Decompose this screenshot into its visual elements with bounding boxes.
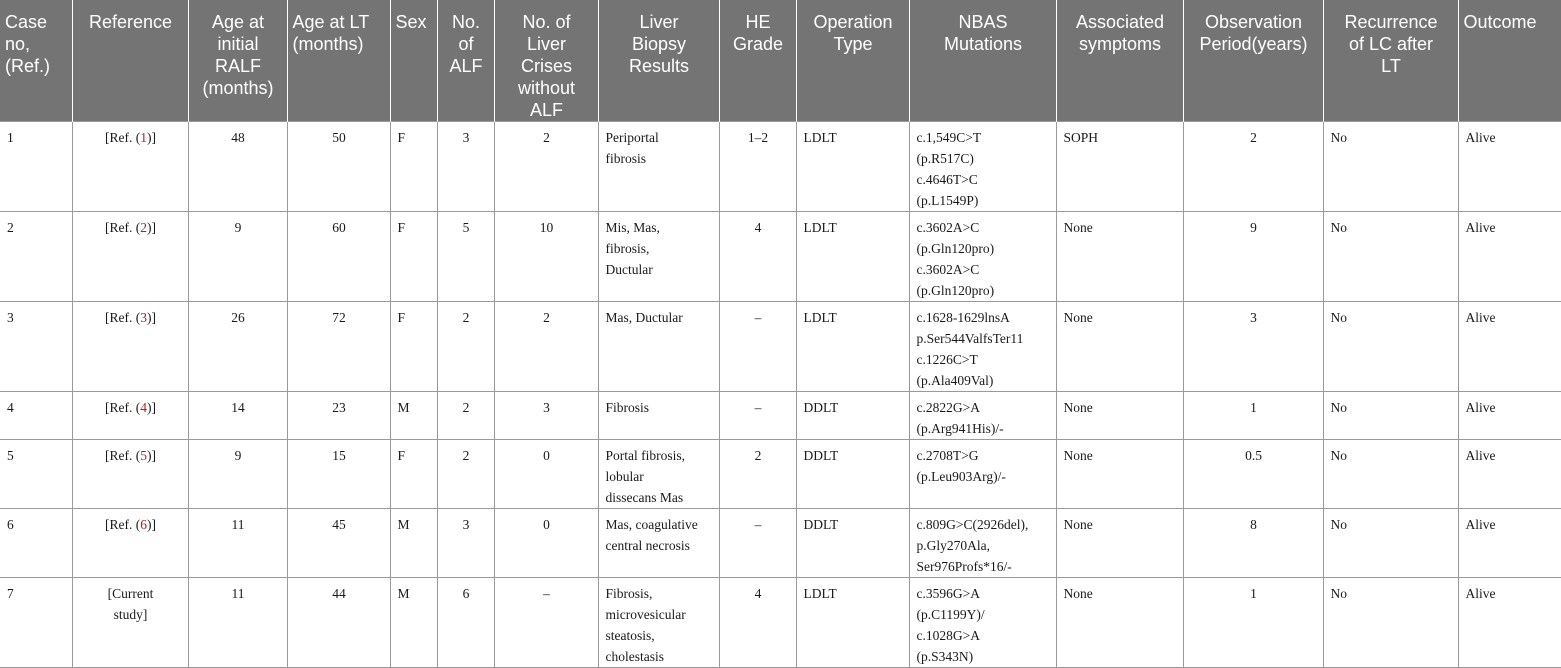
ref-suffix: )] [146, 130, 156, 145]
cell-age-initial: 9 [188, 440, 287, 509]
cell-outcome: Alive [1458, 509, 1561, 578]
cell-observation: 0.5 [1183, 440, 1323, 509]
table-row [0, 392, 1561, 440]
text-line: c.809G>C(2926del), [916, 517, 1029, 532]
cell-operation: LDLT [796, 578, 909, 668]
text-line: Fibrosis [605, 400, 650, 415]
text-line: (p.R517C) [916, 151, 974, 166]
text-line: Mas, coagulative [605, 517, 698, 532]
text-line: dissecans Mas [605, 490, 684, 505]
text-line: lobular [605, 469, 644, 484]
table-row [0, 509, 1561, 578]
text-line: c.4646T>C [916, 172, 978, 187]
cell-sex: M [390, 392, 437, 440]
text-line: Operation [813, 12, 893, 32]
text-line: Mutations [943, 34, 1023, 54]
text-line: Liver [526, 34, 566, 54]
text-line: No. of [522, 12, 571, 32]
cell-crises: 3 [494, 392, 598, 440]
cell-case: 4 [0, 392, 72, 440]
cell-nbas [909, 212, 1056, 302]
text-line: (p.Leu903Arg)/- [916, 469, 1006, 484]
text-line: microvesicular [605, 607, 686, 622]
cell-crises: – [494, 578, 598, 668]
cell-recurrence: No [1323, 440, 1458, 509]
cell-outcome: Alive [1458, 212, 1561, 302]
text-line: Recurrence [1344, 12, 1438, 32]
cell-age-lt: 23 [287, 392, 390, 440]
text-line: ALF [529, 100, 563, 120]
table-row [0, 212, 1561, 302]
cell-crises: 2 [494, 302, 598, 392]
cell-biopsy [598, 440, 719, 509]
cell-case: 5 [0, 440, 72, 509]
header-recurrence [1323, 0, 1458, 122]
cell-no-alf: 3 [437, 509, 494, 578]
text-line: (Ref.) [5, 56, 50, 76]
cell-biopsy [598, 212, 719, 302]
ref-prefix: [Ref. ( [105, 220, 141, 235]
text-line: [Current [107, 586, 154, 601]
cell-he-grade: – [719, 509, 796, 578]
cell-he-grade: 4 [719, 578, 796, 668]
text-line: p.Ser544ValfsTer11 [916, 331, 1024, 346]
text-line: Liver [639, 12, 679, 32]
text-line: no, [5, 34, 31, 54]
cell-outcome: Alive [1458, 392, 1561, 440]
cell-recurrence: No [1323, 212, 1458, 302]
header-row [0, 0, 1561, 122]
cell-sex: F [390, 302, 437, 392]
header-age-initial [188, 0, 287, 122]
text-line: c.1028G>A [916, 628, 980, 643]
cell-nbas [909, 578, 1056, 668]
text-line: Outcome [1463, 12, 1537, 32]
cell-symptoms: None [1056, 392, 1183, 440]
text-line: NBAS [958, 12, 1008, 32]
text-line: Age at LT [292, 12, 370, 32]
cell-sex: F [390, 440, 437, 509]
table-header [0, 0, 1561, 122]
cell-age-lt: 45 [287, 509, 390, 578]
ref-suffix: )] [146, 220, 156, 235]
header-no-alf [437, 0, 494, 122]
cell-observation: 3 [1183, 302, 1323, 392]
reference-link[interactable]: 4 [140, 400, 147, 415]
cell-age-initial: 11 [188, 509, 287, 578]
text-line: c.3596G>A [916, 586, 980, 601]
ref-prefix: [Ref. ( [105, 517, 141, 532]
cell-symptoms: None [1056, 440, 1183, 509]
header-nbas [909, 0, 1056, 122]
text-line: central necrosis [605, 538, 690, 553]
cell-age-initial: 48 [188, 122, 287, 212]
text-line: c.3602A>C [916, 220, 980, 235]
cell-biopsy [598, 392, 719, 440]
text-line: of [458, 34, 474, 54]
header-biopsy [598, 0, 719, 122]
text-line: Ductular [605, 262, 653, 277]
cell-observation: 2 [1183, 122, 1323, 212]
cell-symptoms: None [1056, 212, 1183, 302]
reference-link[interactable]: 5 [140, 448, 147, 463]
reference-link[interactable]: 2 [140, 220, 147, 235]
text-line: Crises [520, 56, 572, 76]
text-line: No. [451, 12, 480, 32]
cell-age-lt: 60 [287, 212, 390, 302]
cell-age-lt: 50 [287, 122, 390, 212]
cell-outcome: Alive [1458, 440, 1561, 509]
cell-reference [72, 302, 188, 392]
text-line: Mis, Mas, [605, 220, 660, 235]
text-line: Ser976Profs*16/- [916, 559, 1012, 574]
cell-case: 6 [0, 509, 72, 578]
ref-prefix: [Ref. ( [105, 448, 141, 463]
text-line: c.2708T>G [916, 448, 979, 463]
header-reference [72, 0, 188, 122]
ref-prefix: [Ref. ( [105, 400, 141, 415]
cell-case: 7 [0, 578, 72, 668]
cell-biopsy [598, 122, 719, 212]
cell-outcome: Alive [1458, 122, 1561, 212]
text-line: Reference [88, 12, 173, 32]
cell-reference [72, 392, 188, 440]
cell-reference [72, 212, 188, 302]
text-line: Associated [1075, 12, 1165, 32]
cell-biopsy [598, 509, 719, 578]
cell-no-alf: 2 [437, 302, 494, 392]
cell-recurrence: No [1323, 302, 1458, 392]
text-line: c.3602A>C [916, 262, 980, 277]
text-line: study] [113, 607, 148, 622]
header-case [0, 0, 72, 122]
text-line: Type [833, 34, 873, 54]
cell-symptoms: None [1056, 578, 1183, 668]
text-line: Age at [211, 12, 265, 32]
text-line: (p.S343N) [916, 649, 974, 664]
text-line: Fibrosis, [605, 586, 653, 601]
ref-prefix: [Ref. ( [105, 130, 141, 145]
text-line: RALF [214, 56, 261, 76]
cell-he-grade: – [719, 392, 796, 440]
text-line: c.1628-1629lnsA [916, 310, 1010, 325]
text-line: Sex [395, 12, 427, 32]
text-line: (p.C1199Y)/ [916, 607, 985, 622]
cell-observation: 8 [1183, 509, 1323, 578]
ref-suffix: )] [146, 310, 156, 325]
cell-nbas [909, 302, 1056, 392]
cell-age-initial: 14 [188, 392, 287, 440]
cell-recurrence: No [1323, 392, 1458, 440]
text-line: Biopsy [631, 34, 687, 54]
cell-no-alf: 6 [437, 578, 494, 668]
reference-link[interactable]: 6 [140, 517, 147, 532]
text-line: fibrosis, [605, 241, 650, 256]
header-crises [494, 0, 598, 122]
cell-he-grade: – [719, 302, 796, 392]
cell-age-lt: 44 [287, 578, 390, 668]
header-observation [1183, 0, 1323, 122]
ref-suffix: )] [146, 517, 156, 532]
cell-age-initial: 26 [188, 302, 287, 392]
header-operation [796, 0, 909, 122]
text-line: Mas, Ductular [605, 310, 683, 325]
text-line: (p.L1549P) [916, 193, 979, 208]
text-line: steatosis, [605, 628, 655, 643]
text-line: HE [745, 12, 771, 32]
ref-suffix: )] [146, 400, 156, 415]
table-body [0, 122, 1561, 668]
cell-sex: M [390, 509, 437, 578]
cell-he-grade: 4 [719, 212, 796, 302]
cell-biopsy [598, 578, 719, 668]
cell-outcome: Alive [1458, 302, 1561, 392]
ref-prefix: [Ref. ( [105, 310, 141, 325]
cell-operation: DDLT [796, 440, 909, 509]
cell-symptoms: SOPH [1056, 122, 1183, 212]
cell-he-grade: 1–2 [719, 122, 796, 212]
header-symptoms [1056, 0, 1183, 122]
cell-symptoms: None [1056, 302, 1183, 392]
cell-nbas [909, 122, 1056, 212]
cell-no-alf: 2 [437, 392, 494, 440]
cell-age-lt: 15 [287, 440, 390, 509]
text-line: (p.Gln120pro) [916, 241, 995, 256]
table-row [0, 578, 1561, 668]
cell-sex: M [390, 578, 437, 668]
cell-biopsy [598, 302, 719, 392]
text-line: (p.Ala409Val) [916, 373, 994, 388]
cell-case: 1 [0, 122, 72, 212]
cell-reference [72, 440, 188, 509]
cell-operation: LDLT [796, 302, 909, 392]
cell-no-alf: 5 [437, 212, 494, 302]
header-age-lt [287, 0, 390, 122]
cell-age-lt: 72 [287, 302, 390, 392]
text-line: Results [628, 56, 690, 76]
text-line: fibrosis [605, 151, 646, 166]
text-line: Case [5, 12, 48, 32]
text-line: c.1226C>T [916, 352, 978, 367]
reference-link[interactable]: 3 [140, 310, 147, 325]
cell-reference [72, 578, 188, 668]
text-line: symptoms [1078, 34, 1161, 54]
cell-age-initial: 11 [188, 578, 287, 668]
text-line: c.2822G>A [916, 400, 980, 415]
text-line: of LC after [1348, 34, 1434, 54]
text-line: ALF [449, 56, 483, 76]
cell-operation: DDLT [796, 392, 909, 440]
cell-sex: F [390, 212, 437, 302]
text-line: LT [1381, 56, 1401, 76]
text-line: (months) [202, 78, 274, 98]
cell-crises: 2 [494, 122, 598, 212]
cell-recurrence: No [1323, 578, 1458, 668]
cell-nbas [909, 392, 1056, 440]
text-line: initial [217, 34, 259, 54]
cell-crises: 0 [494, 509, 598, 578]
cell-nbas [909, 440, 1056, 509]
text-line: without [517, 78, 576, 98]
text-line: Period(years) [1199, 34, 1308, 54]
text-line: cholestasis [605, 649, 664, 664]
cell-recurrence: No [1323, 509, 1458, 578]
text-line: (p.Gln120pro) [916, 283, 995, 298]
cell-reference [72, 509, 188, 578]
header-he-grade [719, 0, 796, 122]
header-sex [390, 0, 437, 122]
cell-crises: 0 [494, 440, 598, 509]
cell-he-grade: 2 [719, 440, 796, 509]
text-line: (months) [292, 34, 364, 54]
text-line: Grade [732, 34, 784, 54]
cell-crises: 10 [494, 212, 598, 302]
table-row [0, 440, 1561, 509]
cell-sex: F [390, 122, 437, 212]
cell-symptoms: None [1056, 509, 1183, 578]
cell-reference [72, 122, 188, 212]
cell-observation: 1 [1183, 578, 1323, 668]
cell-observation: 1 [1183, 392, 1323, 440]
cell-age-initial: 9 [188, 212, 287, 302]
text-line: Observation [1204, 12, 1303, 32]
cell-recurrence: No [1323, 122, 1458, 212]
reference-link[interactable]: 1 [140, 130, 147, 145]
text-line: Portal fibrosis, [605, 448, 685, 463]
text-line: Periportal [605, 130, 659, 145]
table-row [0, 122, 1561, 212]
cell-case: 3 [0, 302, 72, 392]
cell-operation: LDLT [796, 212, 909, 302]
cell-observation: 9 [1183, 212, 1323, 302]
cell-no-alf: 3 [437, 122, 494, 212]
text-line: c.1,549C>T [916, 130, 982, 145]
cell-outcome: Alive [1458, 578, 1561, 668]
header-outcome [1458, 0, 1561, 122]
cell-no-alf: 2 [437, 440, 494, 509]
cell-nbas [909, 509, 1056, 578]
text-line: (p.Arg941His)/- [916, 421, 1004, 436]
text-line: p.Gly270Ala, [916, 538, 990, 553]
cell-operation: LDLT [796, 122, 909, 212]
table-row [0, 302, 1561, 392]
cell-case: 2 [0, 212, 72, 302]
ref-suffix: )] [146, 448, 156, 463]
cell-operation: DDLT [796, 509, 909, 578]
